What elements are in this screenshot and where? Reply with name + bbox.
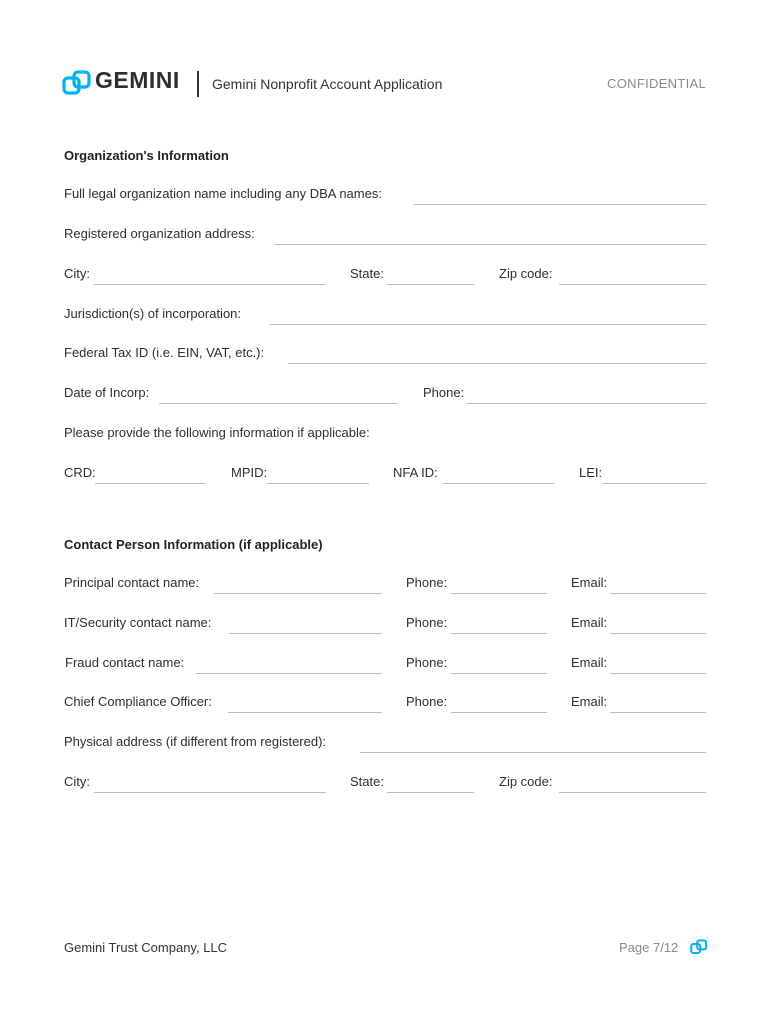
gemini-footer-icon bbox=[690, 938, 708, 956]
full-name-field[interactable] bbox=[414, 204, 706, 205]
city-label: City: bbox=[64, 266, 90, 281]
page-number: Page 7/12 bbox=[619, 940, 679, 955]
brand-wordmark: GEMINI bbox=[95, 67, 180, 93]
fraud-label: Fraud contact name: bbox=[65, 655, 185, 670]
jurisdiction-field[interactable] bbox=[270, 324, 706, 325]
fraud-email-label: Email: bbox=[571, 655, 608, 670]
cco-email-label: Email: bbox=[571, 694, 608, 709]
principal-phone-label: Phone: bbox=[406, 575, 448, 590]
state-field[interactable] bbox=[387, 284, 474, 285]
jurisdiction-label: Jurisdiction(s) of incorporation: bbox=[64, 306, 242, 321]
full-name-label: Full legal organization name including any DBA names: bbox=[64, 186, 382, 201]
confidential-label: CONFIDENTIAL bbox=[607, 76, 706, 91]
cco-label: Chief Compliance Officer: bbox=[64, 694, 212, 709]
org-phone-field[interactable] bbox=[466, 403, 706, 404]
fraud-email-field[interactable] bbox=[610, 673, 706, 674]
principal-label: Principal contact name: bbox=[64, 575, 200, 590]
cco-email-field[interactable] bbox=[610, 712, 706, 713]
principal-field[interactable] bbox=[214, 593, 382, 594]
contact-city-field[interactable] bbox=[94, 792, 326, 793]
state-label: State: bbox=[350, 266, 384, 281]
mpid-field[interactable] bbox=[267, 483, 369, 484]
it-security-email-label: Email: bbox=[571, 615, 608, 630]
crd-label: CRD: bbox=[64, 465, 96, 480]
cco-phone-field[interactable] bbox=[451, 712, 547, 713]
gemini-logo-icon bbox=[62, 69, 92, 97]
address-field[interactable] bbox=[274, 244, 706, 245]
cco-phone-label: Phone: bbox=[406, 694, 448, 709]
nfa-id-field[interactable] bbox=[443, 483, 554, 484]
contact-state-field[interactable] bbox=[387, 792, 474, 793]
document-title: Gemini Nonprofit Account Application bbox=[212, 76, 443, 92]
principal-phone-field[interactable] bbox=[451, 593, 547, 594]
fraud-phone-field[interactable] bbox=[451, 673, 547, 674]
it-security-email-field[interactable] bbox=[610, 633, 706, 634]
physical-address-label: Physical address (if different from registered): bbox=[64, 734, 327, 749]
mpid-label: MPID: bbox=[231, 465, 268, 480]
tax-id-field[interactable] bbox=[288, 363, 706, 364]
principal-email-label: Email: bbox=[571, 575, 608, 590]
it-security-field[interactable] bbox=[229, 633, 382, 634]
contact-info-heading: Contact Person Information (if applicable) bbox=[64, 537, 323, 552]
fraud-phone-label: Phone: bbox=[406, 655, 448, 670]
lei-field[interactable] bbox=[602, 483, 706, 484]
date-incorp-field[interactable] bbox=[159, 403, 398, 404]
principal-email-field[interactable] bbox=[610, 593, 706, 594]
zip-label: Zip code: bbox=[499, 266, 553, 281]
zip-field[interactable] bbox=[559, 284, 706, 285]
header-divider bbox=[197, 71, 199, 97]
crd-field[interactable] bbox=[95, 483, 206, 484]
tax-id-label: Federal Tax ID (i.e. EIN, VAT, etc.): bbox=[64, 345, 265, 360]
contact-zip-label: Zip code: bbox=[499, 774, 553, 789]
it-security-phone-field[interactable] bbox=[451, 633, 547, 634]
city-field[interactable] bbox=[94, 284, 326, 285]
contact-city-label: City: bbox=[64, 774, 90, 789]
cco-field[interactable] bbox=[228, 712, 382, 713]
org-info-heading: Organization's Information bbox=[64, 148, 229, 163]
org-phone-label: Phone: bbox=[423, 385, 465, 400]
address-label: Registered organization address: bbox=[64, 226, 255, 241]
it-security-phone-label: Phone: bbox=[406, 615, 448, 630]
nfa-id-label: NFA ID: bbox=[393, 465, 438, 480]
physical-address-field[interactable] bbox=[360, 752, 706, 753]
footer-company: Gemini Trust Company, LLC bbox=[64, 940, 228, 955]
it-security-label: IT/Security contact name: bbox=[64, 615, 212, 630]
contact-state-label: State: bbox=[350, 774, 384, 789]
lei-label: LEI: bbox=[579, 465, 603, 480]
contact-zip-field[interactable] bbox=[559, 792, 706, 793]
if-applicable-text: Please provide the following information if applicable: bbox=[64, 425, 370, 440]
fraud-field[interactable] bbox=[196, 673, 382, 674]
date-incorp-label: Date of Incorp: bbox=[64, 385, 150, 400]
